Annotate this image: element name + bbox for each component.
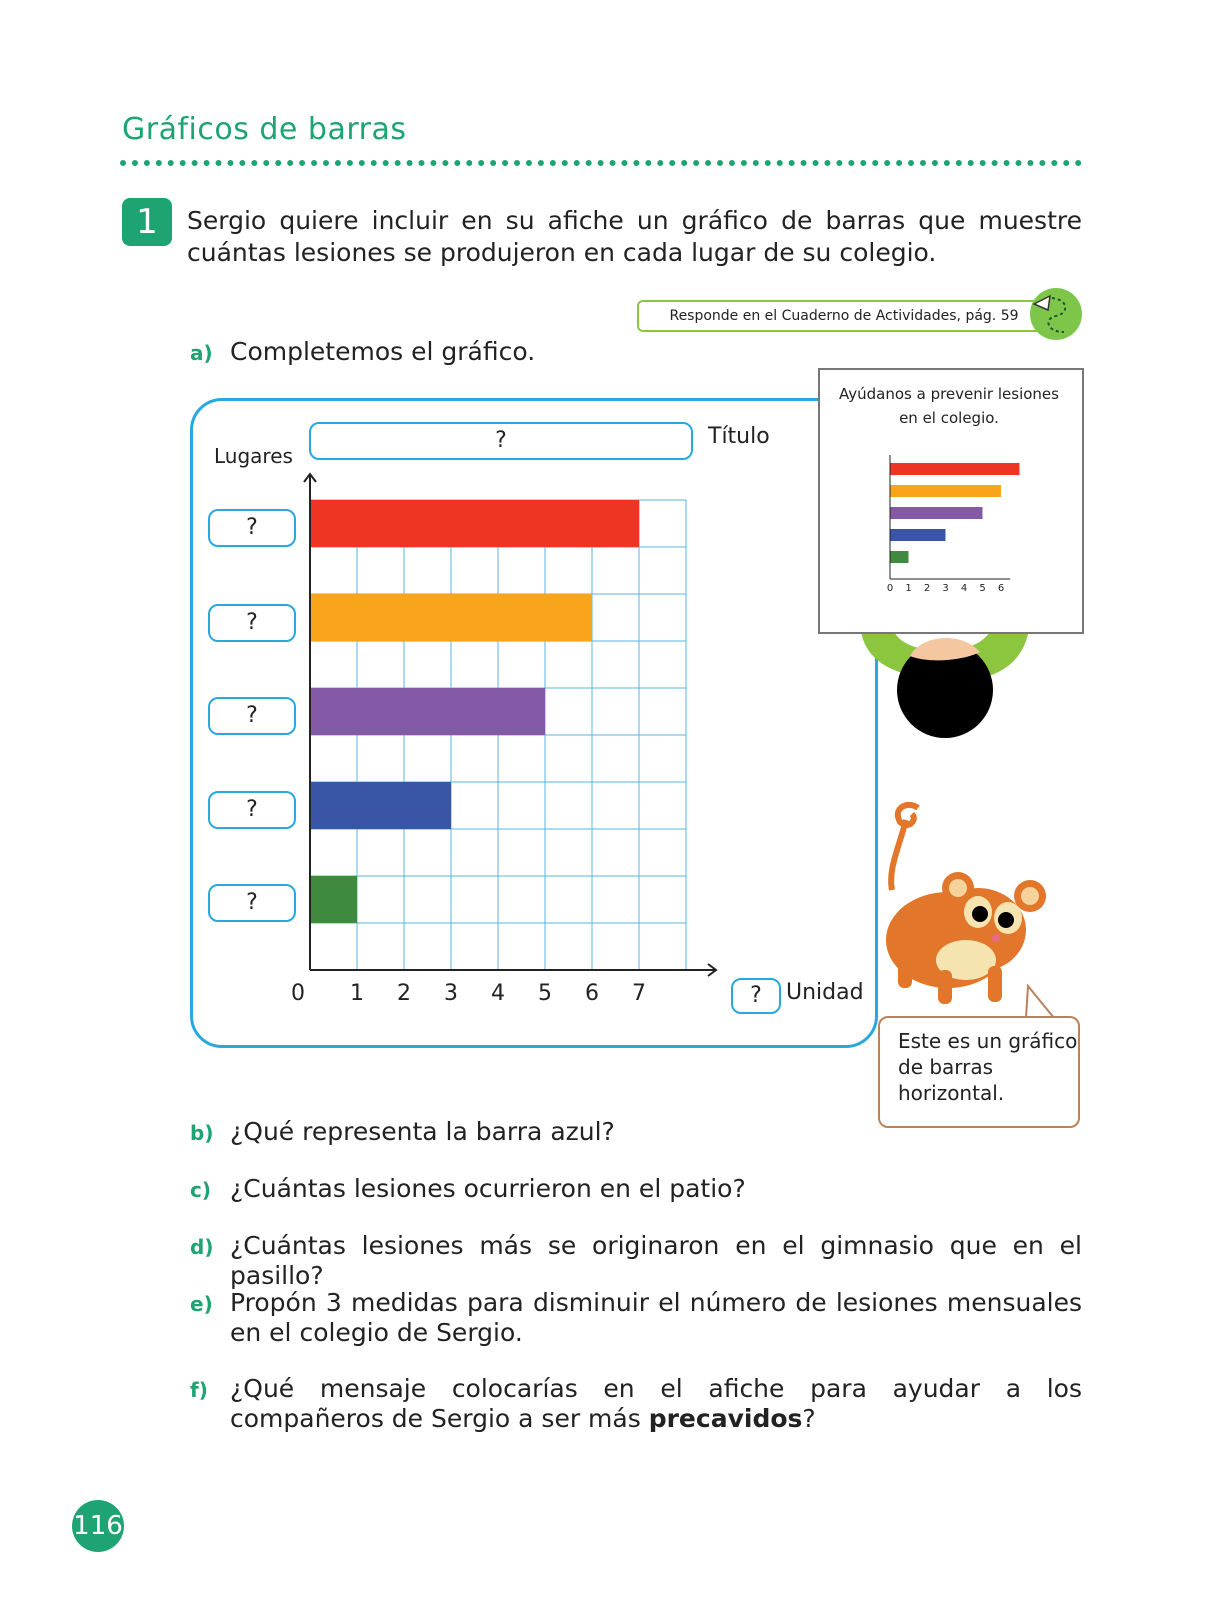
poster-bar	[890, 507, 983, 519]
question-f	[190, 1374, 1082, 1434]
unit-label: Unidad	[786, 980, 864, 1005]
question-letter: a)	[190, 341, 213, 365]
poster-tick-label: 2	[923, 583, 931, 594]
poster-title: Ayúdanos a prevenir lesiones en el colegio.	[839, 385, 1059, 427]
question-a	[190, 337, 1082, 367]
bar	[310, 500, 639, 547]
bar	[310, 782, 451, 829]
bar	[310, 688, 545, 735]
question-b	[190, 1117, 1082, 1147]
section-divider	[120, 160, 1082, 166]
question-text: Propón 3 medidas para disminuir el número de lesiones mensuales en el colegio de Sergio.	[230, 1288, 1082, 1347]
question-e	[190, 1288, 1082, 1348]
x-tick-label: 3	[444, 981, 458, 1006]
poster-bar	[890, 551, 909, 563]
emphasis-word: precavidos	[648, 1404, 803, 1433]
exercise-intro: Sergio quiere incluir en su afiche un gráfico de barras que muestre cuántas lesiones se produjeron en cada lugar de su colegio.	[187, 206, 1082, 267]
unit-placeholder[interactable]: ?	[731, 978, 781, 1014]
section-title: Gráficos de barras	[122, 112, 407, 147]
page-number: 116	[72, 1500, 124, 1552]
category-placeholder[interactable]: ?	[208, 509, 296, 547]
x-tick-label: 0	[291, 981, 305, 1006]
chart-title-placeholder[interactable]: ?	[309, 422, 693, 460]
bar-chart	[280, 470, 740, 1010]
question-text: ¿Qué mensaje colocarías en el afiche para ayudar a los compañeros de Sergio a ser más precavidos?	[230, 1374, 1082, 1433]
category-placeholder[interactable]: ?	[208, 791, 296, 829]
poster-tick-label: 0	[886, 583, 894, 594]
question-d	[190, 1231, 1082, 1291]
question-text: ¿Cuántas lesiones ocurrieron en el patio?	[230, 1174, 746, 1203]
workbook-reference: Responde en el Cuaderno de Actividades, pág. 59	[637, 300, 1051, 332]
speech-bubble-tail	[1024, 984, 1064, 1020]
poster-bar	[890, 529, 946, 541]
bar	[310, 594, 592, 641]
poster-bar	[890, 463, 1020, 475]
x-tick-label: 5	[538, 981, 552, 1006]
x-tick-label: 1	[350, 981, 364, 1006]
question-c	[190, 1174, 1082, 1204]
x-tick-label: 7	[632, 981, 646, 1006]
poster-tick-label: 6	[997, 583, 1005, 594]
poster-tick-label: 5	[979, 583, 986, 594]
poster-tick-label: 3	[942, 583, 949, 594]
x-tick-label: 4	[491, 981, 505, 1006]
question-letter: b)	[190, 1121, 214, 1145]
x-tick-label: 6	[585, 981, 599, 1006]
pencil-path-icon	[1030, 288, 1082, 340]
poster-bar	[890, 485, 1001, 497]
chart-title-label: Título	[708, 424, 770, 449]
category-placeholder[interactable]: ?	[208, 884, 296, 922]
mascot-speech-bubble: Este es un gráfico de barras horizontal.	[878, 1016, 1080, 1128]
y-axis-label: Lugares	[214, 444, 293, 468]
question-text: ¿Cuántas lesiones más se originaron en el gimnasio que en el pasillo?	[230, 1231, 1082, 1290]
poster-tick-label: 4	[960, 583, 968, 594]
question-letter: c)	[190, 1178, 211, 1202]
category-placeholder[interactable]: ?	[208, 697, 296, 735]
poster-bar-chart	[878, 455, 1048, 625]
question-text: ¿Qué representa la barra azul?	[230, 1117, 615, 1146]
bar	[310, 876, 357, 923]
x-tick-label: 2	[397, 981, 411, 1006]
question-letter: d)	[190, 1235, 214, 1259]
question-text: Completemos el gráfico.	[230, 337, 536, 366]
poster-tick-label: 1	[905, 583, 912, 594]
category-placeholder[interactable]: ?	[208, 604, 296, 642]
exercise-number-badge: 1	[122, 198, 172, 246]
question-letter: e)	[190, 1292, 213, 1316]
question-letter: f)	[190, 1378, 208, 1402]
